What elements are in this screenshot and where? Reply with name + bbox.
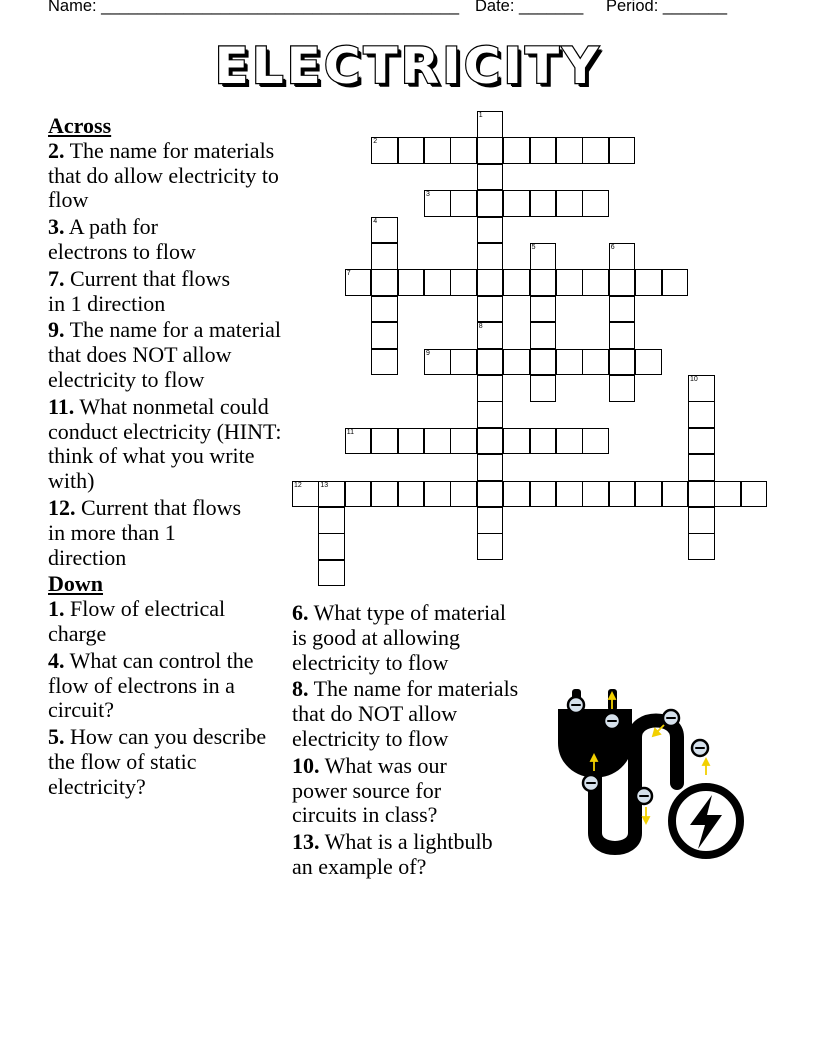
crossword-cell[interactable] xyxy=(477,217,504,244)
crossword-cell[interactable] xyxy=(530,269,557,296)
crossword-cell[interactable] xyxy=(477,401,504,428)
clue-down-8: 8. The name for materials that do NOT allow electricity to flow xyxy=(292,676,519,751)
crossword-cell[interactable] xyxy=(582,190,609,217)
crossword-cell[interactable] xyxy=(477,507,504,534)
student-info-header xyxy=(48,0,788,19)
clue-across-2: 2. The name for materials that do allow electricity to flow xyxy=(48,137,279,213)
crossword-cell[interactable] xyxy=(477,533,504,560)
crossword-cell[interactable] xyxy=(318,533,345,560)
cell-number: 6 xyxy=(610,244,615,251)
crossword-cell[interactable] xyxy=(398,137,425,164)
crossword-cell[interactable] xyxy=(688,533,715,560)
clue-across-11: 11. What nonmetal could conduct electricity (HINT: think of what you write with) xyxy=(48,393,282,494)
date-field-label[interactable]: Date: _______ xyxy=(475,0,584,15)
crossword-cell[interactable] xyxy=(688,428,715,455)
crossword-cell[interactable] xyxy=(424,269,451,296)
crossword-cell[interactable] xyxy=(688,401,715,428)
crossword-cell[interactable] xyxy=(450,349,477,376)
crossword-cell[interactable] xyxy=(345,481,372,508)
crossword-cell[interactable] xyxy=(609,481,636,508)
crossword-cell[interactable] xyxy=(503,481,530,508)
crossword-cell[interactable] xyxy=(477,322,504,349)
clue-column-left xyxy=(48,114,284,802)
cell-number: 3 xyxy=(426,191,430,199)
crossword-cell[interactable] xyxy=(371,217,398,244)
cell-number: 4 xyxy=(373,217,378,225)
crossword-cell[interactable] xyxy=(556,428,583,455)
crossword-cell[interactable] xyxy=(582,481,609,508)
crossword-cell[interactable] xyxy=(556,349,583,376)
crossword-cell[interactable] xyxy=(477,481,504,508)
crossword-cell[interactable] xyxy=(582,349,609,376)
crossword-cell[interactable] xyxy=(450,428,477,455)
clue-across-9: 9. The name for a material that does NOT allow electricity to flow xyxy=(48,317,281,392)
crossword-cell[interactable] xyxy=(318,481,345,508)
crossword-cell[interactable] xyxy=(635,481,662,508)
crossword-cell[interactable] xyxy=(424,137,451,164)
period-field-label[interactable]: Period: _______ xyxy=(606,0,728,15)
crossword-cell[interactable] xyxy=(477,349,504,376)
page-title: ELECTRICITY xyxy=(214,37,602,95)
crossword-cell[interactable] xyxy=(371,243,398,270)
across-heading: Across xyxy=(48,113,112,138)
clue-down-1: 1. Flow of electrical charge xyxy=(48,596,226,646)
crossword-cell[interactable] xyxy=(424,349,451,376)
cell-number: 2 xyxy=(373,138,378,146)
crossword-cell[interactable] xyxy=(582,269,609,296)
down-heading: Down xyxy=(48,571,104,597)
crossword-cell[interactable] xyxy=(371,296,398,323)
crossword-cell[interactable] xyxy=(688,507,715,534)
crossword-cell[interactable] xyxy=(477,454,504,481)
clue-down-5: 5. How can you describe the flow of static electricity? xyxy=(48,724,267,799)
crossword-cell[interactable] xyxy=(530,137,557,164)
cell-number: 11 xyxy=(346,428,355,436)
crossword-cell[interactable] xyxy=(556,481,583,508)
crossword-cell[interactable] xyxy=(477,269,504,296)
crossword-cell[interactable] xyxy=(530,375,557,402)
crossword-cell[interactable] xyxy=(371,269,398,296)
crossword-cell[interactable] xyxy=(398,269,425,296)
crossword-cell[interactable] xyxy=(582,428,609,455)
crossword-cell[interactable] xyxy=(450,137,477,164)
crossword-cell[interactable] xyxy=(609,296,636,323)
clue-column-right xyxy=(292,601,520,882)
crossword-cell[interactable] xyxy=(609,243,636,270)
crossword-cell[interactable] xyxy=(556,137,583,164)
crossword-cell[interactable] xyxy=(635,349,662,376)
clue-across-3: 3. A path for electrons to flow xyxy=(48,214,196,264)
cell-number: 12 xyxy=(294,481,302,489)
crossword-cell[interactable] xyxy=(450,481,477,508)
crossword-cell[interactable] xyxy=(371,137,398,164)
cell-number: 5 xyxy=(531,244,536,251)
crossword-cell[interactable] xyxy=(503,137,530,164)
crossword-cell[interactable] xyxy=(688,481,715,508)
crossword-cell[interactable] xyxy=(714,481,741,508)
crossword-cell[interactable] xyxy=(292,481,319,508)
crossword-cell[interactable] xyxy=(609,137,636,164)
crossword-cell[interactable] xyxy=(609,269,636,296)
crossword-cell[interactable] xyxy=(662,481,689,508)
cell-number: 9 xyxy=(426,349,430,357)
crossword-cell[interactable] xyxy=(371,428,398,455)
clue-across-12: 12. Current that flows in more than 1 direction xyxy=(48,494,242,570)
crossword-cell[interactable] xyxy=(477,111,504,138)
crossword-cell[interactable] xyxy=(530,296,557,323)
clue-down-13: 13. What is a lightbulb an example of? xyxy=(292,829,493,879)
electric-plug-icon xyxy=(548,685,778,865)
crossword-cell[interactable] xyxy=(503,428,530,455)
cell-number: 1 xyxy=(478,112,483,119)
crossword-cell[interactable] xyxy=(609,322,636,349)
crossword-cell[interactable] xyxy=(609,349,636,376)
clue-across-7: 7. Current that flows in 1 direction xyxy=(48,265,231,316)
crossword-cell[interactable] xyxy=(503,269,530,296)
crossword-cell[interactable] xyxy=(530,428,557,455)
crossword-cell[interactable] xyxy=(398,428,425,455)
clue-down-10: 10. What was our power source for circuits in class? xyxy=(292,752,447,828)
crossword-cell[interactable] xyxy=(688,375,715,402)
cell-number: 7 xyxy=(346,270,351,278)
crossword-cell[interactable] xyxy=(609,375,636,402)
cell-number: 10 xyxy=(690,376,698,383)
crossword-cell[interactable] xyxy=(477,243,504,270)
crossword-cell[interactable] xyxy=(318,507,345,534)
clue-down-4: 4. What can control the flow of electrons in a circuit? xyxy=(48,647,254,723)
crossword-cell[interactable] xyxy=(530,190,557,217)
crossword-cell[interactable] xyxy=(345,428,372,455)
crossword-cell[interactable] xyxy=(530,481,557,508)
clue-down-6: 6. What type of material is good at allowing electricity to flow xyxy=(292,600,507,675)
crossword-cell[interactable] xyxy=(556,269,583,296)
crossword-cell[interactable] xyxy=(556,190,583,217)
crossword-cell[interactable] xyxy=(450,190,477,217)
crossword-cell[interactable] xyxy=(741,481,768,508)
crossword-cell[interactable] xyxy=(688,454,715,481)
crossword-cell[interactable] xyxy=(477,190,504,217)
crossword-cell[interactable] xyxy=(662,269,689,296)
crossword-cell[interactable] xyxy=(530,243,557,270)
crossword-cell[interactable] xyxy=(371,349,398,376)
crossword-cell[interactable] xyxy=(345,269,372,296)
crossword-cell[interactable] xyxy=(582,137,609,164)
cell-number: 13 xyxy=(320,481,329,489)
crossword-cell[interactable] xyxy=(477,375,504,402)
crossword-cell[interactable] xyxy=(477,137,504,164)
crossword-cell[interactable] xyxy=(635,269,662,296)
name-field-label[interactable]: Name: _______________________________________ xyxy=(48,0,460,15)
crossword-cell[interactable] xyxy=(424,481,451,508)
crossword-cell[interactable] xyxy=(424,428,451,455)
crossword-cell[interactable] xyxy=(530,322,557,349)
crossword-cell[interactable] xyxy=(477,428,504,455)
crossword-cell[interactable] xyxy=(530,349,557,376)
crossword-cell[interactable] xyxy=(450,269,477,296)
crossword-cell[interactable] xyxy=(503,349,530,376)
crossword-cell[interactable] xyxy=(424,190,451,217)
crossword-cell[interactable] xyxy=(318,560,345,587)
crossword-cell[interactable] xyxy=(503,190,530,217)
crossword-cell[interactable] xyxy=(477,164,504,191)
crossword-cell[interactable] xyxy=(371,322,398,349)
cell-number: 8 xyxy=(478,323,483,331)
crossword-cell[interactable] xyxy=(477,296,504,323)
crossword-cell[interactable] xyxy=(398,481,425,508)
crossword-cell[interactable] xyxy=(371,481,398,508)
